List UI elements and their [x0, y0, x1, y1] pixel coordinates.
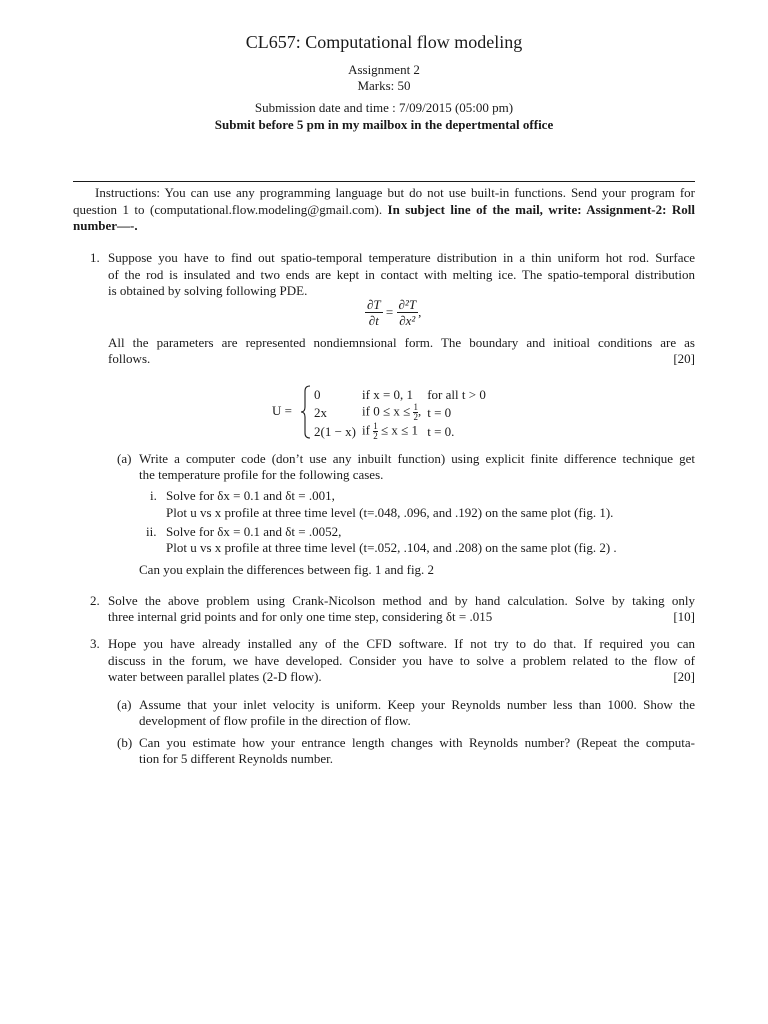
q3a-line-1: Assume that your inlet velocity is uniform. Keep your Reynolds number less than 1000. Show the [139, 697, 695, 712]
half-fraction: $\frac{1}{2}$ [373, 421, 378, 441]
q3-line-1: Hope you have already installed any of the CFD software. If not try to do that. If required you can [108, 636, 695, 651]
piece-condition: if 0 ≤ x ≤ $\frac{1}{2}$, [362, 402, 422, 422]
total-marks: Marks: 50 [357, 78, 411, 93]
horizontal-rule [73, 181, 695, 182]
piece-time: t = 0 [427, 404, 452, 420]
q3a-line-2: development of flow profile in the direction of flow. [139, 713, 411, 728]
instructions-paragraph [73, 185, 695, 235]
q1a-ii-line-2: Plot u vs x profile at three time level (t=.052, .104, and .208) on the same plot (fig. 2) . [166, 540, 617, 555]
q1a-ii-line-1: Solve for δx = 0.1 and δt = .0052, [166, 524, 342, 539]
assignment-number: Assignment 2 [348, 62, 420, 77]
q2-line-2: three internal grid points and for only one time step, considering δt = .015 [108, 609, 493, 624]
q3-number: 3. [90, 636, 100, 651]
instructions-bold-text: In subject line of the mail, write: Assignment-2: Roll number—-. [73, 201, 696, 234]
q2-marks: [10] [673, 609, 695, 624]
q3b-line-1: Can you estimate how your entrance length changes with Reynolds number? (Repeat the computa- [139, 735, 695, 750]
pde-lhs: $\frac{\partial T}{\partial t}$ [367, 297, 381, 328]
piece-value: 2(1 − x) [314, 423, 356, 439]
q2-number: 2. [90, 593, 100, 608]
q1a-ii-label: ii. [146, 524, 157, 539]
q1a-line-2: the temperature profile for the following cases. [139, 467, 384, 482]
piece-condition: if $\frac{1}{2} \le x \le 1$ [362, 421, 418, 441]
q1a-i-line-2: Plot u vs x profile at three time level (t=.048, .096, and .192) on the same plot (fig. 1). [166, 505, 614, 520]
q1-params-line-1: All the parameters are represented nondiemnsional form. The boundary and initioal conditions are as [108, 335, 695, 350]
left-brace-icon [300, 385, 312, 439]
q3-line-3: water between parallel plates (2-D flow). [108, 669, 322, 684]
pde-equals: = [385, 304, 394, 320]
piece-time: t = 0. [427, 423, 455, 439]
piecewise-row [314, 422, 492, 441]
q1-marks: [20] [673, 351, 695, 366]
q3-line-2: discuss in the forum, we have developed. Consider you have to solve a problem related to the flow of [108, 653, 695, 668]
piece-value: 2x [314, 404, 327, 420]
pde-rhs: $\frac{\text{∂²T}}{\text{∂x²}}$ [398, 297, 417, 328]
q3b-label: (b) [117, 735, 133, 750]
document-title: CL657: Computational flow modeling [245, 32, 523, 52]
q1a-question: Can you explain the differences between fig. 1 and fig. 2 [139, 562, 435, 577]
submission-date: Submission date and time : 7/09/2015 (05:00 pm) [254, 100, 514, 115]
piecewise-table [314, 386, 492, 441]
q3b-line-2: tion for 5 different Reynolds number. [139, 751, 334, 766]
piecewise-lhs: U = [272, 403, 292, 418]
q1-number: 1. [90, 250, 100, 265]
piecewise-row [314, 386, 492, 403]
piecewise-row [314, 403, 492, 422]
submission-note: Submit before 5 pm in my mailbox in the depertmental office [214, 117, 554, 132]
pde-comma: , [418, 304, 422, 320]
q1a-line-1: Write a computer code (don’t use any inbuilt function) using explicit finite difference technique get [139, 451, 695, 466]
q1a-i-line-1: Solve for δx = 0.1 and δt = .001, [166, 488, 335, 503]
q1a-i-label: i. [150, 488, 157, 503]
half-fraction: $\frac{1}{2}$ [413, 402, 418, 422]
instructions-text: Instructions: You can use any programming language but do not use built-in functions. Send your program for question 1 to (computational.flow.modeling@gmail.com). [73, 185, 695, 217]
q1-intro-line-3: is obtained by solving following PDE. [108, 283, 308, 298]
q2-line-1: Solve the above problem using Crank-Nicolson method and by hand calculation. Solve by taking only [108, 593, 695, 608]
q1-intro-line-1: Suppose you have to find out spatio-temporal temperature distribution in a thin uniform hot rod. Surface [108, 250, 695, 265]
piece-time: for all t > 0 [427, 386, 486, 402]
piece-value: 0 [314, 386, 321, 402]
q1a-label: (a) [117, 451, 132, 466]
q3a-label: (a) [117, 697, 132, 712]
q3-marks: [20] [673, 669, 695, 684]
piece-condition: if x = 0, 1 [362, 386, 414, 402]
pde-equation [365, 297, 421, 328]
q1-intro-line-2: of the rod is insulated and two ends are kept in contact with melting ice. The spatio-temporal distribution [108, 267, 695, 282]
q1-params-line-2: follows. [108, 351, 151, 366]
